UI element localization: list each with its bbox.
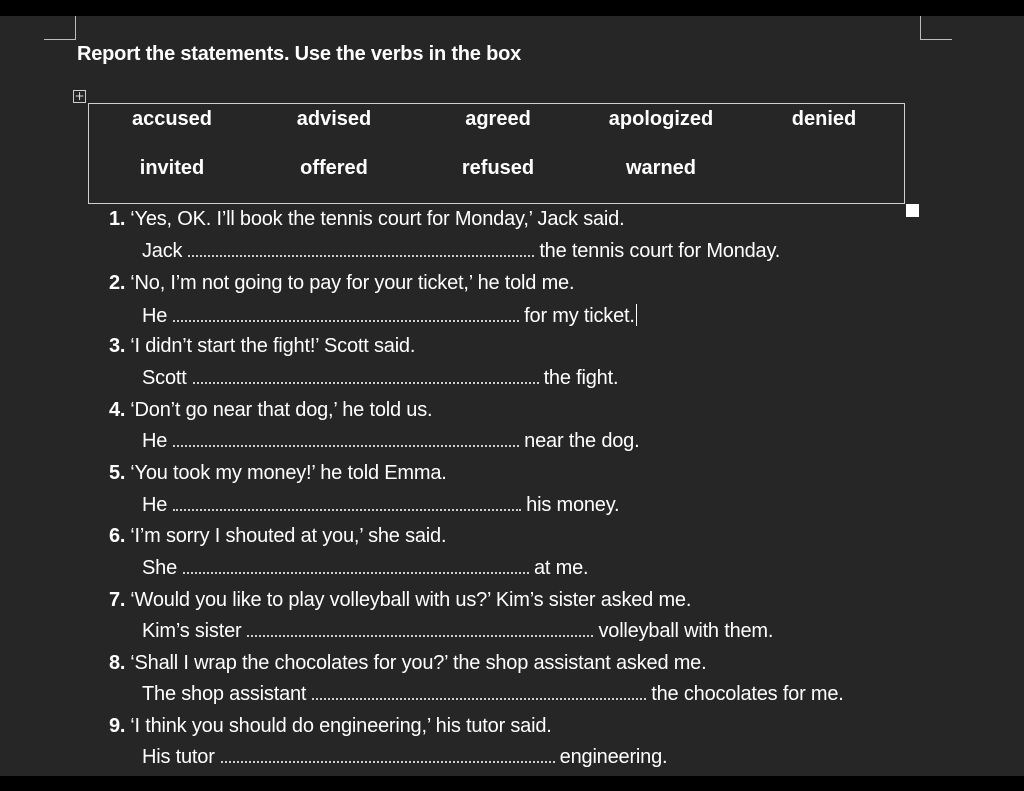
answer-subject: She [142,557,177,579]
answer-subject: He [142,430,168,452]
answer-blank[interactable] [188,241,534,257]
verb-box[interactable] [88,103,905,204]
question-number: 9. [109,715,126,737]
verb-denied: denied [791,108,857,130]
answer-blank[interactable] [312,684,646,700]
answer-line-2[interactable] [142,304,637,328]
exercise-heading: Report the statements. Use the verbs in the box [77,43,522,65]
answer-blank[interactable] [173,306,519,322]
document-page[interactable] [0,16,1024,776]
question-6 [109,525,446,548]
answer-blank[interactable] [193,368,539,384]
verb-refused: refused [461,157,535,179]
answer-line-3[interactable] [142,367,618,390]
answer-ending: for my ticket. [524,305,635,327]
question-2 [109,272,574,295]
answer-subject: He [142,494,168,516]
question-quote: ‘Shall I wrap the chocolates for you?’ the shop assistant asked me. [130,652,707,674]
answer-subject: His tutor [142,746,215,768]
answer-ending: the chocolates for me. [651,683,844,705]
crop-mark-top-left [44,16,76,40]
answer-ending: the fight. [543,367,619,389]
answer-line-9[interactable] [142,746,667,769]
question-number: 2. [109,272,126,294]
answer-subject: Scott [142,367,187,389]
verb-offered: offered [300,157,368,179]
question-quote: ‘Would you like to play volleyball with us?’ Kim’s sister asked me. [130,589,692,611]
question-quote: ‘I think you should do engineering,’ his tutor said. [130,715,552,737]
answer-ending: his money. [526,494,620,516]
question-number: 6. [109,525,126,547]
answer-ending: near the dog. [524,430,640,452]
verb-agreed: agreed [465,108,531,130]
question-quote: ‘You took my money!’ he told Emma. [130,462,447,484]
text-cursor [636,304,637,326]
answer-line-5[interactable] [142,494,619,517]
answer-blank[interactable] [221,747,555,763]
table-move-handle-icon[interactable]: + [74,89,85,103]
answer-subject: The shop assistant [142,683,307,705]
question-3 [109,335,415,358]
answer-ending: volleyball with them. [598,620,774,642]
question-9 [109,715,552,738]
verb-accused: accused [131,108,213,130]
answer-line-1[interactable] [142,240,780,263]
answer-line-4[interactable] [142,430,639,453]
question-1 [109,208,624,231]
question-quote: ‘Don’t go near that dog,’ he told us. [130,399,433,421]
question-number: 4. [109,399,126,421]
answer-blank[interactable] [173,431,519,447]
question-number: 5. [109,462,126,484]
answer-line-8[interactable] [142,683,844,706]
answer-blank[interactable] [173,495,521,511]
question-quote: ‘I’m sorry I shouted at you,’ she said. [130,525,447,547]
question-8 [109,652,706,675]
crop-mark-top-right [920,16,952,40]
verb-apologized: apologized [608,108,714,130]
answer-blank[interactable] [247,621,593,637]
question-7 [109,589,691,612]
answer-subject: Jack [142,240,183,262]
answer-blank[interactable] [183,558,529,574]
question-number: 8. [109,652,126,674]
answer-line-7[interactable] [142,620,773,643]
question-4 [109,399,432,422]
question-number: 3. [109,335,126,357]
question-quote: ‘I didn’t start the fight!’ Scott said. [130,335,416,357]
table-resize-handle[interactable] [906,204,919,217]
question-number: 1. [109,208,126,230]
answer-subject: He [142,305,168,327]
question-number: 7. [109,589,126,611]
answer-subject: Kim’s sister [142,620,242,642]
question-5 [109,462,447,485]
verb-warned: warned [625,157,697,179]
answer-line-6[interactable] [142,557,588,580]
verb-advised: advised [296,108,372,130]
answer-ending: at me. [534,557,589,579]
question-quote: ‘No, I’m not going to pay for your ticket,’ he told me. [130,272,575,294]
verb-invited: invited [139,157,205,179]
answer-ending: engineering. [559,746,668,768]
question-quote: ‘Yes, OK. I’ll book the tennis court for Monday,’ Jack said. [130,208,625,230]
answer-ending: the tennis court for Monday. [539,240,781,262]
